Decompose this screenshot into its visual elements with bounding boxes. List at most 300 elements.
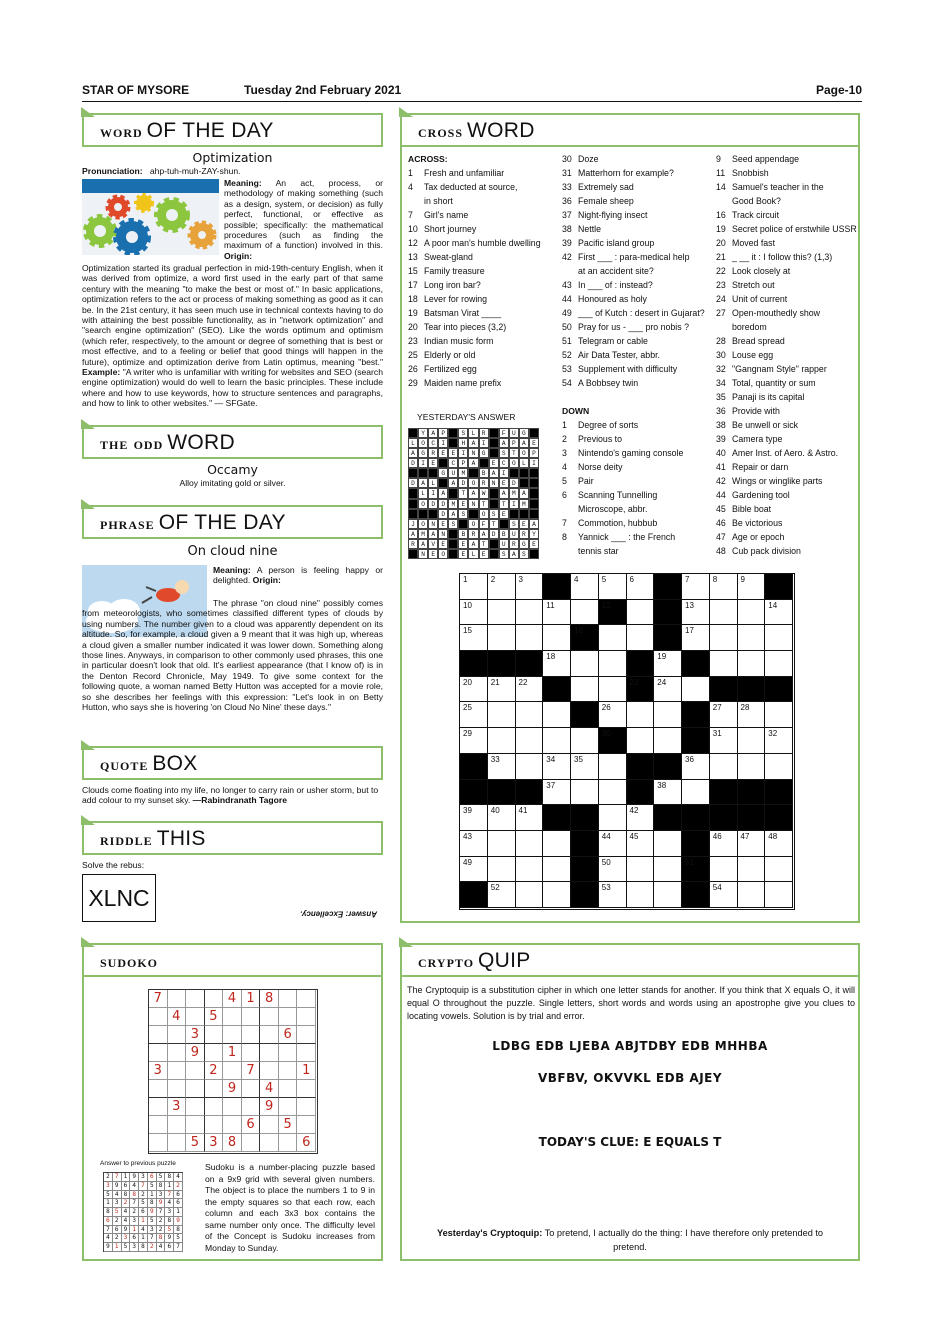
answer-black-cell — [529, 468, 539, 478]
answer-cell: E — [519, 519, 529, 529]
crossword-cell[interactable]: 32 — [765, 728, 793, 754]
crossword-cell[interactable] — [627, 625, 655, 651]
crossword-cell[interactable] — [627, 882, 655, 908]
sudoku-cell[interactable] — [297, 1044, 316, 1062]
sudoku-cell[interactable] — [168, 990, 187, 1008]
sudoku-cell[interactable] — [260, 1134, 279, 1152]
sudoku-cell[interactable] — [279, 1062, 298, 1080]
sudoku-cell: 9 — [260, 1098, 279, 1116]
page-number: Page-10 — [815, 83, 862, 97]
crossword-cell[interactable]: 54 — [710, 882, 738, 908]
clue-text: Honoured as holy — [578, 294, 647, 304]
answer-cell: N — [468, 499, 478, 509]
crossword-cell[interactable] — [543, 625, 571, 651]
crossword-cell[interactable] — [654, 831, 682, 857]
answer-cell: M — [418, 529, 428, 539]
crossword-cell[interactable] — [627, 728, 655, 754]
sudoku-answer-cell: 6 — [130, 1234, 139, 1243]
crossword-cell[interactable]: 36 — [682, 754, 710, 780]
crossword-cell[interactable]: 8 — [710, 574, 738, 600]
crossword-cell[interactable]: 18 — [543, 651, 571, 677]
crossword-black-cell: 51 — [682, 857, 710, 883]
crossword-cell[interactable]: 6 — [627, 574, 655, 600]
clue-text: Fertilized egg — [424, 364, 477, 374]
crossword-cell[interactable] — [516, 831, 544, 857]
crossword-cell[interactable]: 49 — [460, 857, 488, 883]
sudoku-cell[interactable] — [205, 1044, 224, 1062]
sudoku-cell: 5 — [205, 1008, 224, 1026]
crossword-cell[interactable]: 5 — [599, 574, 627, 600]
sudoku-cell[interactable] — [279, 1008, 298, 1026]
crossword-cell[interactable]: 44 — [599, 831, 627, 857]
sudoku-cell[interactable] — [242, 1134, 261, 1152]
crossword-cell[interactable] — [543, 702, 571, 728]
crossword-cell[interactable]: 48 — [765, 831, 793, 857]
sudoku-cell[interactable] — [186, 990, 205, 1008]
crossword-cell[interactable]: 24 — [654, 677, 682, 703]
clue-text: tennis star — [578, 546, 619, 556]
sudoku-cell[interactable] — [168, 1134, 187, 1152]
sudoku-cell[interactable] — [260, 1026, 279, 1044]
clue-text: Commotion, hubbub — [578, 518, 658, 528]
crossword-cell[interactable] — [738, 728, 766, 754]
crossword-cell[interactable]: 9 — [738, 574, 766, 600]
clue-text: Wings or winglike parts — [732, 476, 823, 486]
crossword-cell[interactable] — [710, 754, 738, 780]
sudoku-cell[interactable] — [279, 1044, 298, 1062]
crossword-cell[interactable]: 10 — [460, 600, 488, 626]
sudoku-cell[interactable] — [279, 1098, 298, 1116]
sudoku-cell[interactable] — [149, 1080, 168, 1098]
clue-text: Amer Inst. of Aero. & Astro. — [732, 448, 839, 458]
clue-number: 36 — [562, 196, 572, 206]
sudoku-cell[interactable] — [223, 1062, 242, 1080]
crossword-cell[interactable] — [543, 857, 571, 883]
clue-text: Moved fast — [732, 238, 776, 248]
crossword-cell[interactable]: 43 — [460, 831, 488, 857]
crossword-cell[interactable] — [738, 882, 766, 908]
crossword-cell[interactable] — [516, 625, 544, 651]
sudoku-answer-cell: 1 — [139, 1217, 148, 1226]
sudoku-cell[interactable] — [205, 1098, 224, 1116]
answer-black-cell — [428, 509, 438, 519]
sudoku-cell[interactable] — [279, 990, 298, 1008]
crossword-cell[interactable]: 3 — [516, 574, 544, 600]
crossword-cell[interactable] — [654, 882, 682, 908]
answer-cell: I — [479, 438, 489, 448]
crossword-cell[interactable]: 17 — [682, 625, 710, 651]
crossword-cell[interactable]: 4 — [571, 574, 599, 600]
clue-item — [562, 516, 712, 530]
clue-item — [562, 474, 712, 488]
sudoku-cell[interactable] — [297, 1116, 316, 1134]
crossword-cell[interactable] — [516, 728, 544, 754]
sudoku-cell[interactable] — [149, 1098, 168, 1116]
answer-black-cell — [489, 438, 499, 448]
sudoku-cell[interactable] — [242, 1098, 261, 1116]
sudoku-cell[interactable] — [149, 1008, 168, 1026]
answer-cell: A — [428, 428, 438, 438]
crossword-cell[interactable] — [627, 600, 655, 626]
sudoku-answer-cell: 8 — [157, 1182, 166, 1191]
answer-cell: D — [438, 509, 448, 519]
crossword-cell[interactable]: 19 — [654, 651, 682, 677]
answer-cell: U — [448, 468, 458, 478]
crossword-cell[interactable]: 22 — [516, 677, 544, 703]
answer-cell: A — [529, 519, 539, 529]
cryptoquip-clue: TODAY'S CLUE: E EQUALS T — [538, 1135, 722, 1149]
crossword-cell[interactable]: 45 — [627, 831, 655, 857]
crossword-cell[interactable] — [488, 831, 516, 857]
crossword-cell[interactable]: 33 — [488, 754, 516, 780]
phrase-title: On cloud nine — [187, 544, 278, 559]
sudoku-cell[interactable] — [223, 1098, 242, 1116]
crossword-cell[interactable]: 26 — [599, 702, 627, 728]
sudoku-answer-cell: 3 — [148, 1226, 157, 1235]
crossword-cell[interactable]: 20 — [460, 677, 488, 703]
crossword-cell[interactable]: 15 — [460, 625, 488, 651]
clue-number: 14 — [716, 182, 726, 192]
sudoku-cell: 8 — [223, 1134, 242, 1152]
crossword-cell[interactable] — [765, 754, 793, 780]
crossword-cell[interactable]: 41 — [516, 805, 544, 831]
sudoku-cell[interactable] — [186, 1062, 205, 1080]
clue-number: 20 — [716, 238, 726, 248]
answer-black-cell — [408, 428, 418, 438]
sudoku-cell[interactable] — [260, 1062, 279, 1080]
crossword-cell[interactable] — [543, 882, 571, 908]
clue-text: Matterhorn for example? — [578, 168, 674, 178]
answer-cell: G — [519, 539, 529, 549]
crossword-black-cell — [654, 625, 682, 651]
crossword-grid[interactable] — [459, 573, 795, 910]
crossword-cell[interactable] — [627, 857, 655, 883]
crossword-cell[interactable] — [738, 754, 766, 780]
crossword-cell[interactable] — [710, 857, 738, 883]
answer-cell: A — [448, 478, 458, 488]
sudoku-cell[interactable] — [242, 1044, 261, 1062]
clue-item — [716, 446, 860, 460]
clue-number: 30 — [716, 350, 726, 360]
paper-name: STAR OF MYSORE — [82, 83, 190, 97]
crossword-cell[interactable] — [599, 805, 627, 831]
clue-item — [562, 530, 712, 544]
crossword-cell[interactable]: 53 — [599, 882, 627, 908]
crossword-cell[interactable] — [765, 857, 793, 883]
crossword-cell[interactable] — [516, 754, 544, 780]
crossword-cell[interactable]: 42 — [627, 805, 655, 831]
sudoku-answer-cell: 3 — [104, 1182, 113, 1191]
sudoku-answer-cell: 5 — [165, 1226, 174, 1235]
cryptoquip-line2: VBFBV, OKVVKL EDB AJEY — [537, 1071, 723, 1085]
clue-item — [562, 250, 712, 264]
clue-text: Secret police of erstwhile USSR — [732, 224, 857, 234]
sudoku-cell[interactable] — [168, 1080, 187, 1098]
crossword-cell[interactable] — [571, 651, 599, 677]
clue-number: 12 — [408, 238, 418, 248]
clue-text: boredom — [732, 322, 767, 332]
crossword-cell[interactable] — [488, 600, 516, 626]
sudoku-cell[interactable] — [186, 1098, 205, 1116]
clue-text: In ___ of : instead? — [578, 280, 653, 290]
answer-cell: Y — [529, 529, 539, 539]
across-clues-col1: ACROSS: 1 Fresh and unfamiliar 4 Tax deducted at source, in short 7 Girl's name 10 Short journey 12 A poor man's humble dwelling 13 Sweat-gland 15 Family treasure 17 Long iron bar? 18 Lever for rowing 19 Batsman Virat ____ 20 Tear into pieces (3,2) 23 Indian music form 25 Elderly or old 26 Fertilized egg 29 Maiden name prefix — [408, 152, 556, 390]
crossword-cell[interactable]: 27 — [710, 702, 738, 728]
sudoku-cell[interactable] — [149, 1134, 168, 1152]
clue-item — [562, 488, 712, 502]
sudoku-answer-cell: 4 — [122, 1217, 131, 1226]
answer-cell: D — [408, 478, 418, 488]
clue-number: 23 — [408, 336, 418, 346]
crossword-cell[interactable] — [765, 702, 793, 728]
answer-cell: U — [509, 428, 519, 438]
crossword-cell[interactable] — [710, 625, 738, 651]
sudoku-cell[interactable] — [297, 990, 316, 1008]
sudoku-cell[interactable] — [297, 1026, 316, 1044]
crossword-cell[interactable] — [516, 857, 544, 883]
crossword-cell[interactable]: 46 — [710, 831, 738, 857]
answer-cell: J — [408, 519, 418, 529]
crossword-cell[interactable]: 7 — [682, 574, 710, 600]
answer-cell: I — [428, 488, 438, 498]
crossword-cell[interactable] — [571, 780, 599, 806]
crossword-cell[interactable]: 40 — [488, 805, 516, 831]
sudoku-answer-cell: 7 — [104, 1226, 113, 1235]
crossword-cell[interactable] — [765, 651, 793, 677]
odd-word-header: the odd WORD — [82, 425, 383, 459]
crossword-cell[interactable]: 14 — [765, 600, 793, 626]
sudoku-cell[interactable] — [279, 1080, 298, 1098]
crossword-cell[interactable] — [654, 857, 682, 883]
clue-text: in short — [424, 196, 453, 206]
answer-cell: I — [499, 468, 509, 478]
clue-item — [562, 502, 712, 516]
sudoku-answer-cell: 5 — [174, 1234, 183, 1243]
clue-text: Batsman Virat ____ — [424, 308, 502, 318]
answer-cell: S — [448, 519, 458, 529]
crossword-cell[interactable] — [599, 677, 627, 703]
clue-text: Microscope, abbr. — [578, 504, 648, 514]
crossword-cell[interactable] — [599, 651, 627, 677]
crossword-cell[interactable] — [571, 728, 599, 754]
sudoku-cell: 6 — [297, 1134, 316, 1152]
crossword-cell[interactable] — [710, 651, 738, 677]
crossword-cell[interactable] — [488, 857, 516, 883]
sudoku-cell[interactable] — [297, 1080, 316, 1098]
sudoku-cell[interactable] — [223, 1026, 242, 1044]
clue-number: 13 — [408, 252, 418, 262]
answer-black-cell — [499, 519, 509, 529]
answer-black-cell — [529, 499, 539, 509]
crossword-cell[interactable]: 1 — [460, 574, 488, 600]
crossword-cell[interactable] — [516, 600, 544, 626]
crossword-black-cell — [738, 805, 766, 831]
clue-item — [716, 474, 860, 488]
sudoku-cell[interactable] — [242, 1008, 261, 1026]
sudoku-cell: 7 — [242, 1062, 261, 1080]
crossword-cell[interactable]: 25 — [460, 702, 488, 728]
crossword-black-cell — [571, 702, 599, 728]
crossword-cell[interactable] — [599, 754, 627, 780]
sudoku-cell[interactable] — [186, 1080, 205, 1098]
clue-item — [716, 236, 860, 250]
sudoku-grid[interactable] — [148, 989, 318, 1154]
crossword-cell[interactable] — [488, 625, 516, 651]
crossword-cell[interactable]: 38 — [654, 780, 682, 806]
sudoku-answer-cell: 2 — [157, 1226, 166, 1235]
answer-cell: N — [468, 448, 478, 458]
clue-item — [716, 320, 860, 334]
crossword-cell[interactable] — [682, 780, 710, 806]
sudoku-cell[interactable] — [223, 1116, 242, 1134]
crossword-cell[interactable] — [488, 728, 516, 754]
answer-black-cell — [468, 468, 478, 478]
answer-cell: A — [479, 529, 489, 539]
sudoku-cell[interactable] — [149, 1044, 168, 1062]
clue-number: 38 — [716, 420, 726, 430]
crossword-cell[interactable] — [765, 882, 793, 908]
clue-item — [562, 432, 712, 446]
sudoku-answer-cell: 9 — [165, 1234, 174, 1243]
sudoku-answer-cell: 7 — [165, 1191, 174, 1200]
riddle-rebus: XLNC — [82, 874, 156, 922]
crossword-cell[interactable] — [488, 702, 516, 728]
crossword-cell[interactable]: 11 — [543, 600, 571, 626]
crossword-cell[interactable] — [599, 625, 627, 651]
crossword-cell[interactable] — [627, 702, 655, 728]
sudoku-cell[interactable] — [149, 1026, 168, 1044]
sudoku-cell[interactable] — [205, 990, 224, 1008]
crossword-cell[interactable] — [571, 600, 599, 626]
crossword-cell[interactable] — [738, 857, 766, 883]
answer-black-cell — [428, 468, 438, 478]
answer-cell: S — [499, 549, 509, 559]
clue-item — [408, 208, 556, 222]
sudoku-answer-cell: 9 — [130, 1173, 139, 1182]
sudoku-cell[interactable] — [168, 1044, 187, 1062]
sudoku-cell[interactable] — [297, 1008, 316, 1026]
crossword-cell[interactable] — [543, 831, 571, 857]
crossword-cell[interactable]: 13 — [682, 600, 710, 626]
crossword-cell[interactable]: 2 — [488, 574, 516, 600]
crossword-cell[interactable] — [765, 625, 793, 651]
clue-text: Unit of current — [732, 294, 788, 304]
clue-number: 23 — [716, 280, 726, 290]
clue-text: Samuel's teacher in the — [732, 182, 824, 192]
answer-cell: A — [468, 438, 478, 448]
sudoku-cell[interactable] — [205, 1116, 224, 1134]
sudoku-cell[interactable] — [297, 1098, 316, 1116]
sudoku-cell[interactable] — [260, 1008, 279, 1026]
crossword-black-cell — [571, 805, 599, 831]
crossword-cell[interactable]: 37 — [543, 780, 571, 806]
sudoku-answer-cell: 7 — [113, 1173, 122, 1182]
crossword-cell[interactable]: 29 — [460, 728, 488, 754]
clue-number: 7 — [562, 518, 567, 528]
crossword-cell[interactable] — [571, 677, 599, 703]
crossword-cell[interactable]: 21 — [488, 677, 516, 703]
sudoku-cell: 3 — [205, 1134, 224, 1152]
clue-text: Female sheep — [578, 196, 634, 206]
crossword-cell[interactable]: 52 — [488, 882, 516, 908]
clue-item — [408, 194, 556, 208]
sudoku-cell[interactable] — [186, 1116, 205, 1134]
crossword-cell[interactable] — [516, 702, 544, 728]
answer-cell: E — [499, 509, 509, 519]
crossword-cell[interactable] — [654, 702, 682, 728]
clue-number: 22 — [716, 266, 726, 276]
clue-text: Elderly or old — [424, 350, 476, 360]
crossword-cell[interactable] — [654, 728, 682, 754]
crossword-cell[interactable]: 31 — [710, 728, 738, 754]
clue-text: Lever for rowing — [424, 294, 488, 304]
sudoku-cell[interactable] — [260, 1044, 279, 1062]
crossword-cell[interactable]: 39 — [460, 805, 488, 831]
quote-box-header: quote BOX — [82, 746, 383, 780]
sudoku-cell[interactable] — [205, 1080, 224, 1098]
clue-number: 47 — [716, 532, 726, 542]
sudoku-cell: 4 — [260, 1080, 279, 1098]
crossword-cell[interactable] — [710, 600, 738, 626]
sudoku-cell[interactable] — [168, 1026, 187, 1044]
answer-cell: G — [418, 448, 428, 458]
clue-number: 4 — [408, 182, 413, 192]
wotd-meaning: Meaning: An act, process, or methodology of making something (such as a design, system, or decision) as fully perfect, functional, or effective as possible; specifically: the mathematical procedures (such as finding the maximum of a function) involved in this. Origin: — [224, 178, 383, 261]
crossword-cell[interactable]: 28 — [738, 702, 766, 728]
crossword-black-cell — [516, 780, 544, 806]
sudoku-cell[interactable] — [168, 1116, 187, 1134]
answer-cell: A — [468, 539, 478, 549]
crossword-cell[interactable]: 34 — [543, 754, 571, 780]
crossword-cell[interactable] — [738, 651, 766, 677]
sudoku-cell[interactable] — [186, 1008, 205, 1026]
crossword-cell[interactable] — [516, 882, 544, 908]
sudoku-answer-cell: 8 — [130, 1191, 139, 1200]
sudoku-cell[interactable] — [242, 1026, 261, 1044]
clue-item — [408, 166, 556, 180]
answer-black-cell — [519, 509, 529, 519]
crossword-cell[interactable]: 35 — [571, 754, 599, 780]
clue-number: 42 — [716, 476, 726, 486]
clue-item — [716, 166, 860, 180]
clue-text: Yannick ___ : the French — [578, 532, 676, 542]
sudoku-cell[interactable] — [260, 1116, 279, 1134]
sudoku-cell[interactable] — [168, 1062, 187, 1080]
clue-item — [716, 194, 860, 208]
crossword-cell[interactable]: 47 — [738, 831, 766, 857]
clue-item — [562, 292, 712, 306]
sudoku-answer-cell: 9 — [122, 1226, 131, 1235]
sudoku-cell[interactable] — [223, 1008, 242, 1026]
answer-cell: E — [428, 549, 438, 559]
sudoku-cell[interactable] — [242, 1080, 261, 1098]
sudoku-cell[interactable] — [205, 1026, 224, 1044]
sudoku-cell[interactable] — [279, 1134, 298, 1152]
clue-item — [408, 250, 556, 264]
crossword-cell[interactable] — [738, 600, 766, 626]
clue-number: 43 — [562, 280, 572, 290]
clue-item — [408, 222, 556, 236]
crossword-cell[interactable]: 50 — [599, 857, 627, 883]
crossword-cell[interactable] — [738, 625, 766, 651]
sudoku-answer-cell: 3 — [165, 1208, 174, 1217]
crossword-cell[interactable] — [599, 780, 627, 806]
answer-cell: O — [418, 499, 428, 509]
crossword-cell[interactable] — [543, 728, 571, 754]
crossword-cell[interactable] — [682, 677, 710, 703]
sudoku-cell[interactable] — [149, 1116, 168, 1134]
answer-cell: E — [448, 448, 458, 458]
